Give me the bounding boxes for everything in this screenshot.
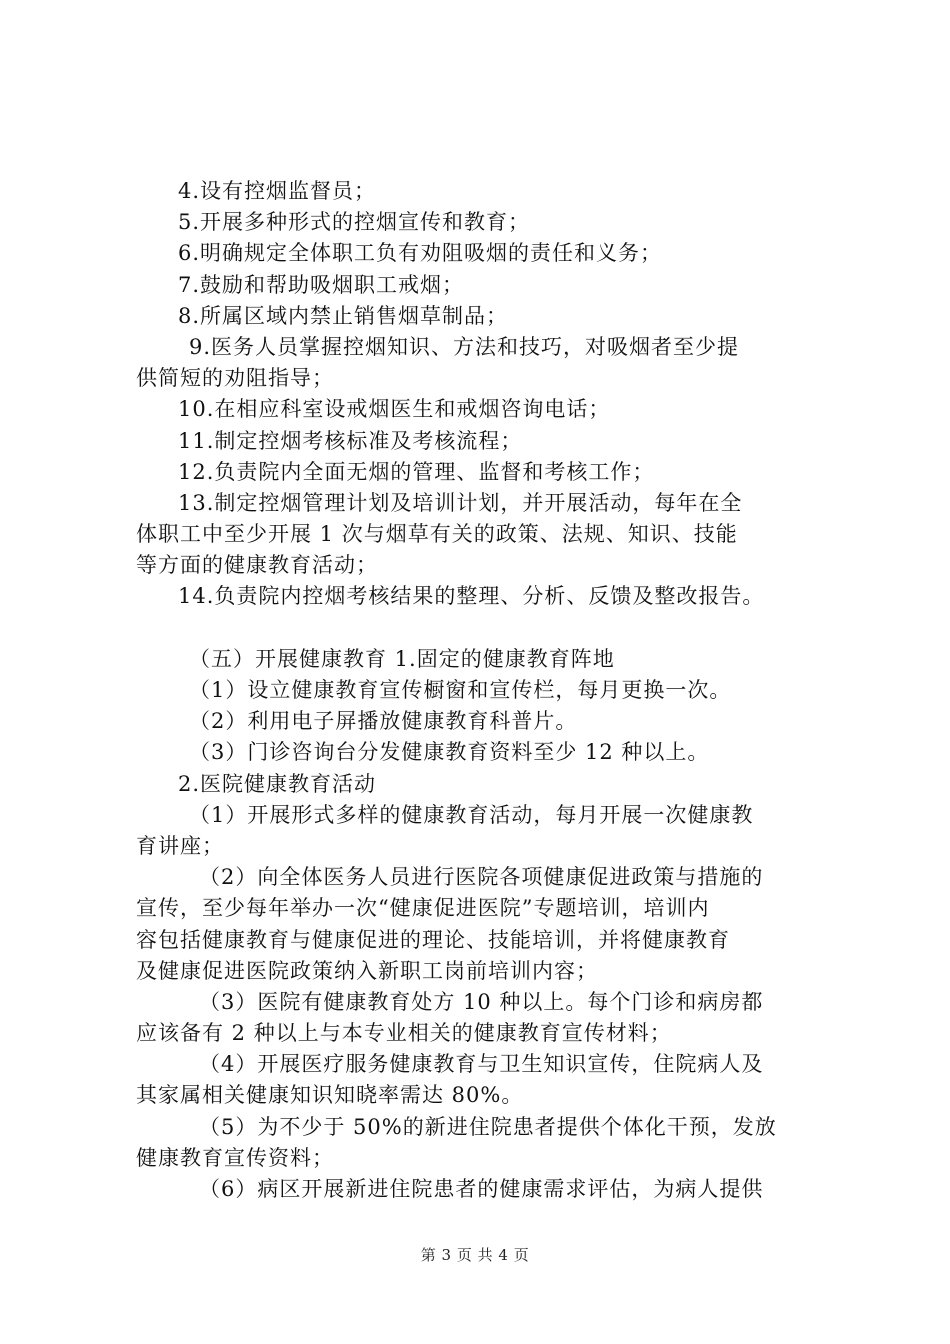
page-footer: 第 3 页 共 4 页 [420,1246,530,1264]
text-line: （五）开展健康教育 1.固定的健康教育阵地 [189,646,615,671]
text-line: （3）医院有健康教育处方 10 种以上。每个门诊和病房都 [199,989,764,1014]
text-line: （1）开展形式多样的健康教育活动，每月开展一次健康教 [189,802,754,827]
text-line: （6）病区开展新进住院患者的健康需求评估，为病人提供 [199,1177,764,1201]
text-line: （2）向全体医务人员进行医院各项健康促进政策与措施的 [199,865,764,890]
text-line: 14.负责院内控烟考核结果的整理、分析、反馈及整改报告。 [178,584,765,609]
text-line: 10.在相应科室设戒烟医生和戒烟咨询电话； [178,397,611,422]
text-line: 11.制定控烟考核标准及考核流程； [178,428,523,453]
text-line: 13.制定控烟管理计划及培训计划，并开展活动，每年在全 [178,490,743,515]
text-line: 5.开展多种形式的控烟宣传和教育； [178,210,531,235]
text-line: 供简短的劝阻指导； [136,366,334,391]
text-line: 12.负责院内全面无烟的管理、监督和考核工作； [178,459,655,484]
text-line: （5）为不少于 50%的新进住院患者提供个体化干预，发放 [199,1114,777,1139]
text-line: （4）开展医疗服务健康教育与卫生知识宣传，住院病人及 [199,1052,764,1077]
text-line: 6.明确规定全体职工负有劝阻吸烟的责任和义务； [178,241,663,266]
text-line: 等方面的健康教育活动； [136,553,378,578]
text-line: 健康教育宣传资料； [136,1145,334,1170]
text-line: 及健康促进医院政策纳入新职工岗前培训内容； [136,958,598,983]
text-line: 9.医务人员掌握控烟知识、方法和技巧，对吸烟者至少提 [189,334,740,359]
text-line: 容包括健康教育与健康促进的理论、技能培训，并将健康教育 [136,927,730,952]
text-line: （3）门诊咨询台分发健康教育资料至少 12 种以上。 [189,740,710,765]
text-line: （2）利用电子屏播放健康教育科普片。 [189,709,578,734]
text-line: 宣传，至少每年举办一次“健康促进医院”专题培训，培训内 [136,896,710,921]
text-line: 2.医院健康教育活动 [178,771,377,796]
paragraph-spacer [136,613,836,644]
text-line: 8.所属区域内禁止销售烟草制品； [178,303,509,328]
text-line: 应该备有 2 种以上与本专业相关的健康教育宣传材料； [136,1021,672,1046]
text-line: （1）设立健康教育宣传橱窗和宣传栏，每月更换一次。 [189,678,732,702]
text-line: 体职工中至少开展 1 次与烟草有关的政策、法规、知识、技能 [136,522,738,547]
text-line: 其家属相关健康知识知晓率需达 80%。 [136,1083,524,1108]
text-line: 7.鼓励和帮助吸烟职工戒烟； [178,272,465,297]
text-line: 4.设有控烟监督员； [178,179,377,203]
document-body [136,176,836,1205]
text-line: 育讲座； [136,833,224,858]
